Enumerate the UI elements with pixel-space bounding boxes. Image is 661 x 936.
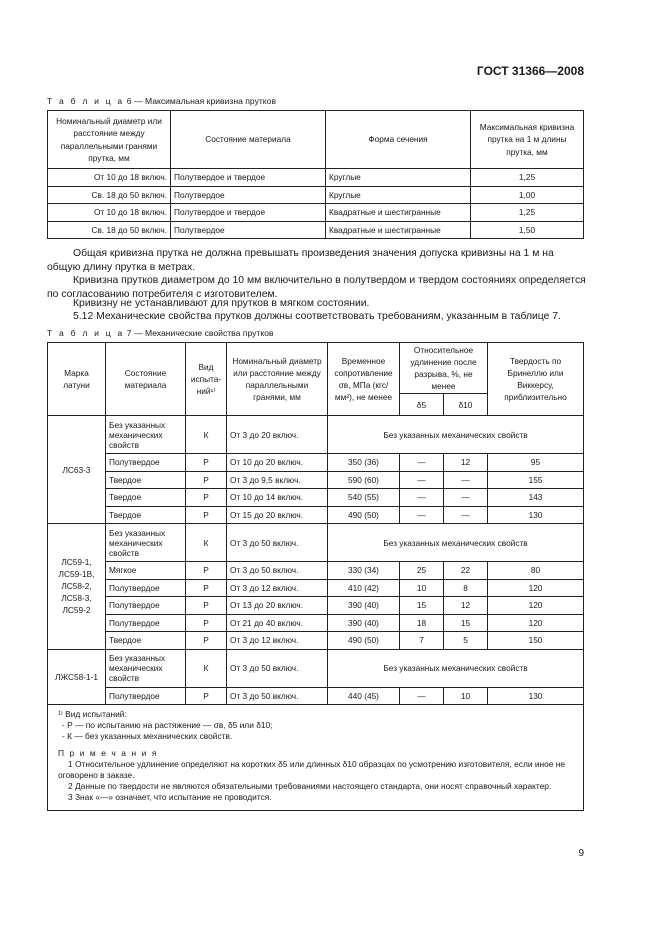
table-row (48, 524, 584, 562)
table6-cell: От 10 до 18 включ. (48, 169, 171, 187)
table7-d5: — (400, 687, 444, 705)
table6-cell: Полутвердое и твердое (171, 169, 326, 187)
table7-d5: — (400, 471, 444, 489)
table-row (48, 471, 584, 489)
table7-header-test-type: Вид испыта-ний¹⁾ (186, 343, 227, 416)
note-item: 1 Относительное удлинение определяют на коротких δ5 или длинных δ10 образцах по усмотрению изготовителя, если иное не оговорено в заказе. (58, 758, 566, 781)
table7-caption (47, 328, 274, 338)
table6-header-state: Состояние материала (171, 111, 326, 169)
table-row (48, 649, 584, 687)
table7-strength: 590 (60) (328, 471, 400, 489)
table7-strength: 330 (34) (328, 562, 400, 580)
table7-no-props: Без указанных механических свойств (328, 524, 584, 562)
table7-hardness: 120 (488, 614, 584, 632)
table6-cell: От 10 до 18 включ. (48, 204, 171, 222)
table7-d5: — (400, 454, 444, 472)
table7-test: Р (186, 471, 227, 489)
table7-d5: 18 (400, 614, 444, 632)
table7-caption-text: 7 — Механические свойства прутков (126, 328, 274, 338)
table7-diameter: От 21 до 40 включ. (227, 614, 328, 632)
table7-test: Р (186, 489, 227, 507)
table7-test: Р (186, 687, 227, 705)
table6-cell: Полутвердое (171, 186, 326, 204)
table6-caption (47, 96, 276, 106)
document-code: ГОСТ 31366—2008 (476, 64, 584, 78)
table7-diameter: От 10 до 20 включ. (227, 454, 328, 472)
table7-header-state: Состояние материала (106, 343, 186, 416)
table7-diameter: От 3 до 12 включ. (227, 579, 328, 597)
table7-header-strength: Временное сопротивление σв, МПа (кгс/мм²), не менее (328, 343, 400, 416)
table-row (48, 221, 584, 239)
table7-test: Р (186, 614, 227, 632)
note-item: 3 Знак «—» означает, что испытание не проводится. (68, 792, 272, 803)
table7-header-grade: Марка латуни (48, 343, 106, 416)
table6-curvature (47, 110, 584, 239)
table-row (48, 416, 584, 454)
table-row (48, 562, 584, 580)
table-row (48, 169, 584, 187)
table6-cell: Круглые (326, 169, 471, 187)
table7-mechanical-properties (47, 342, 584, 811)
table7-header-d10: δ10 (444, 394, 488, 416)
table7-d10: 12 (444, 597, 488, 615)
table6-cell: 1,25 (471, 169, 584, 187)
table7-strength: 540 (55) (328, 489, 400, 507)
table7-header-elongation: Относительное удлинение после разрыва, %, не менее (400, 343, 488, 394)
table7-test: Р (186, 579, 227, 597)
table-row (48, 454, 584, 472)
page-number: 9 (578, 848, 584, 859)
table7-hardness: 143 (488, 489, 584, 507)
table7-diameter: От 3 до 20 включ. (227, 416, 328, 454)
table7-caption-word: Т а б л и ц а (47, 328, 125, 338)
table7-test: К (186, 416, 227, 454)
table7-d10: 5 (444, 632, 488, 650)
table-row (48, 579, 584, 597)
table7-hardness: 120 (488, 597, 584, 615)
paragraph-curvature-total: Общая кривизна прутка не должна превышать произведения значения допуска кривизны на 1 м на общую длину прутка в метрах. (47, 248, 554, 273)
table7-test: Р (186, 454, 227, 472)
table7-test: Р (186, 506, 227, 524)
table6-cell: Св. 18 до 50 включ. (48, 186, 171, 204)
table6-header-diameter: Номинальный диаметр или расстояние между параллельными гранями прутка, мм (48, 111, 171, 169)
table7-hardness: 120 (488, 579, 584, 597)
table6-caption-word: Т а б л и ц а (47, 96, 125, 106)
table7-strength: 490 (50) (328, 632, 400, 650)
notes-title: П р и м е ч а н и я (58, 747, 158, 758)
table7-hardness: 150 (488, 632, 584, 650)
table-row (48, 597, 584, 615)
table7-d5: — (400, 506, 444, 524)
table7-d10: 22 (444, 562, 488, 580)
table7-hardness: 130 (488, 687, 584, 705)
table-row (48, 632, 584, 650)
table7-grade: ЛС59-1, ЛС59-1В, ЛС58-2, ЛС58-3, ЛС59-2 (48, 524, 106, 650)
table7-test: Р (186, 632, 227, 650)
table6-header-shape: Форма сечения (326, 111, 471, 169)
table6-cell: Полутвердое (171, 221, 326, 239)
table7-notes-row (48, 705, 584, 811)
footnote-title: ¹⁾ Вид испытаний: (58, 709, 127, 720)
table6-cell: Квадратные и шестигранные (326, 204, 471, 222)
table7-d5: — (400, 489, 444, 507)
table-row (48, 489, 584, 507)
table7-state: Полутвердое (106, 454, 186, 472)
table7-diameter: От 3 до 50 включ. (227, 524, 328, 562)
note-item: 2 Данные по твердости не являются обязательными требованиями настоящего стандарта, они носят справочный характер. (68, 781, 552, 792)
table7-d5: 25 (400, 562, 444, 580)
table7-state: Полутвердое (106, 614, 186, 632)
table6-header-curvature: Максимальная кривизна прутка на 1 м длины прутка, мм (471, 111, 584, 169)
table7-strength: 390 (40) (328, 597, 400, 615)
table7-header-d5: δ5 (400, 394, 444, 416)
table7-strength: 410 (42) (328, 579, 400, 597)
table7-d10: 12 (444, 454, 488, 472)
table6-cell: 1,50 (471, 221, 584, 239)
table7-diameter: От 3 до 50 включ. (227, 562, 328, 580)
table6-cell: 1,00 (471, 186, 584, 204)
table6-cell: Квадратные и шестигранные (326, 221, 471, 239)
table6-cell: Полутвердое и твердое (171, 204, 326, 222)
table7-no-props: Без указанных механических свойств (328, 649, 584, 687)
table6-cell: Св. 18 до 50 включ. (48, 221, 171, 239)
table7-test: Р (186, 597, 227, 615)
table-row (48, 687, 584, 705)
table7-d5: 7 (400, 632, 444, 650)
table7-d10: 15 (444, 614, 488, 632)
table7-state: Полутвердое (106, 597, 186, 615)
table7-d10: 8 (444, 579, 488, 597)
table7-grade: ЛЖС58-1-1 (48, 649, 106, 705)
table7-no-props: Без указанных механических свойств (328, 416, 584, 454)
footnote-line: - Р — по испытанию на растяжение — σв, δ5 или δ10; (62, 720, 273, 731)
table7-state: Без указанных механических свойств (106, 524, 186, 562)
paragraph-5-12: 5.12 Механические свойства прутков должны соответствовать требованиям, указанным в таблице 7. (73, 311, 561, 322)
table7-diameter: От 3 до 9,5 включ. (227, 471, 328, 489)
table7-diameter: От 13 до 20 включ. (227, 597, 328, 615)
table7-hardness: 130 (488, 506, 584, 524)
table7-d10: — (444, 471, 488, 489)
table7-state: Полутвердое (106, 687, 186, 705)
table7-state: Мягкое (106, 562, 186, 580)
paragraph-curvature-small: Кривизна прутков диаметром до 10 мм включительно в полутвердом и твердом состояниях определяется по согласованию потребителя с изготовителем. (47, 275, 586, 300)
paragraph-curvature-soft: Кривизну не устанавливают для прутков в мягком состоянии. (73, 298, 370, 309)
table7-grade: ЛС63-3 (48, 416, 106, 524)
table6-cell: 1,25 (471, 204, 584, 222)
table7-test: К (186, 524, 227, 562)
table7-header-hardness: Твердость по Бринеллю или Виккерсу, приблизительно (488, 343, 584, 416)
table-row (48, 204, 584, 222)
table7-diameter: От 3 до 50 включ. (227, 649, 328, 687)
table6-cell: Круглые (326, 186, 471, 204)
table7-diameter: От 3 до 50 включ. (227, 687, 328, 705)
table7-d5: 10 (400, 579, 444, 597)
table7-d10: — (444, 506, 488, 524)
table7-hardness: 80 (488, 562, 584, 580)
table7-state: Твердое (106, 489, 186, 507)
table7-notes-cell (48, 705, 584, 811)
table7-state: Без указанных механических свойств (106, 416, 186, 454)
table7-state: Твердое (106, 471, 186, 489)
table7-diameter: От 3 до 12 включ. (227, 632, 328, 650)
table7-test: К (186, 649, 227, 687)
table7-state: Без указанных механических свойств (106, 649, 186, 687)
footnote-line: - К — без указанных механических свойств. (62, 731, 233, 742)
table7-strength: 440 (45) (328, 687, 400, 705)
table6-caption-text: 6 — Максимальная кривизна прутков (126, 96, 277, 106)
table7-test: Р (186, 562, 227, 580)
table7-hardness: 95 (488, 454, 584, 472)
table7-d5: 15 (400, 597, 444, 615)
table7-header-diameter: Номинальный диаметр или расстояние между параллельными гранями, мм (227, 343, 328, 416)
table7-diameter: От 15 до 20 включ. (227, 506, 328, 524)
table7-strength: 490 (50) (328, 506, 400, 524)
table7-hardness: 155 (488, 471, 584, 489)
table-row (48, 506, 584, 524)
table7-state: Полутвердое (106, 579, 186, 597)
table7-d10: 10 (444, 687, 488, 705)
table-row (48, 186, 584, 204)
table7-d10: — (444, 489, 488, 507)
table7-state: Твердое (106, 632, 186, 650)
table7-diameter: От 10 до 14 включ. (227, 489, 328, 507)
table7-strength: 350 (36) (328, 454, 400, 472)
table-row (48, 614, 584, 632)
table7-state: Твердое (106, 506, 186, 524)
table7-strength: 390 (40) (328, 614, 400, 632)
